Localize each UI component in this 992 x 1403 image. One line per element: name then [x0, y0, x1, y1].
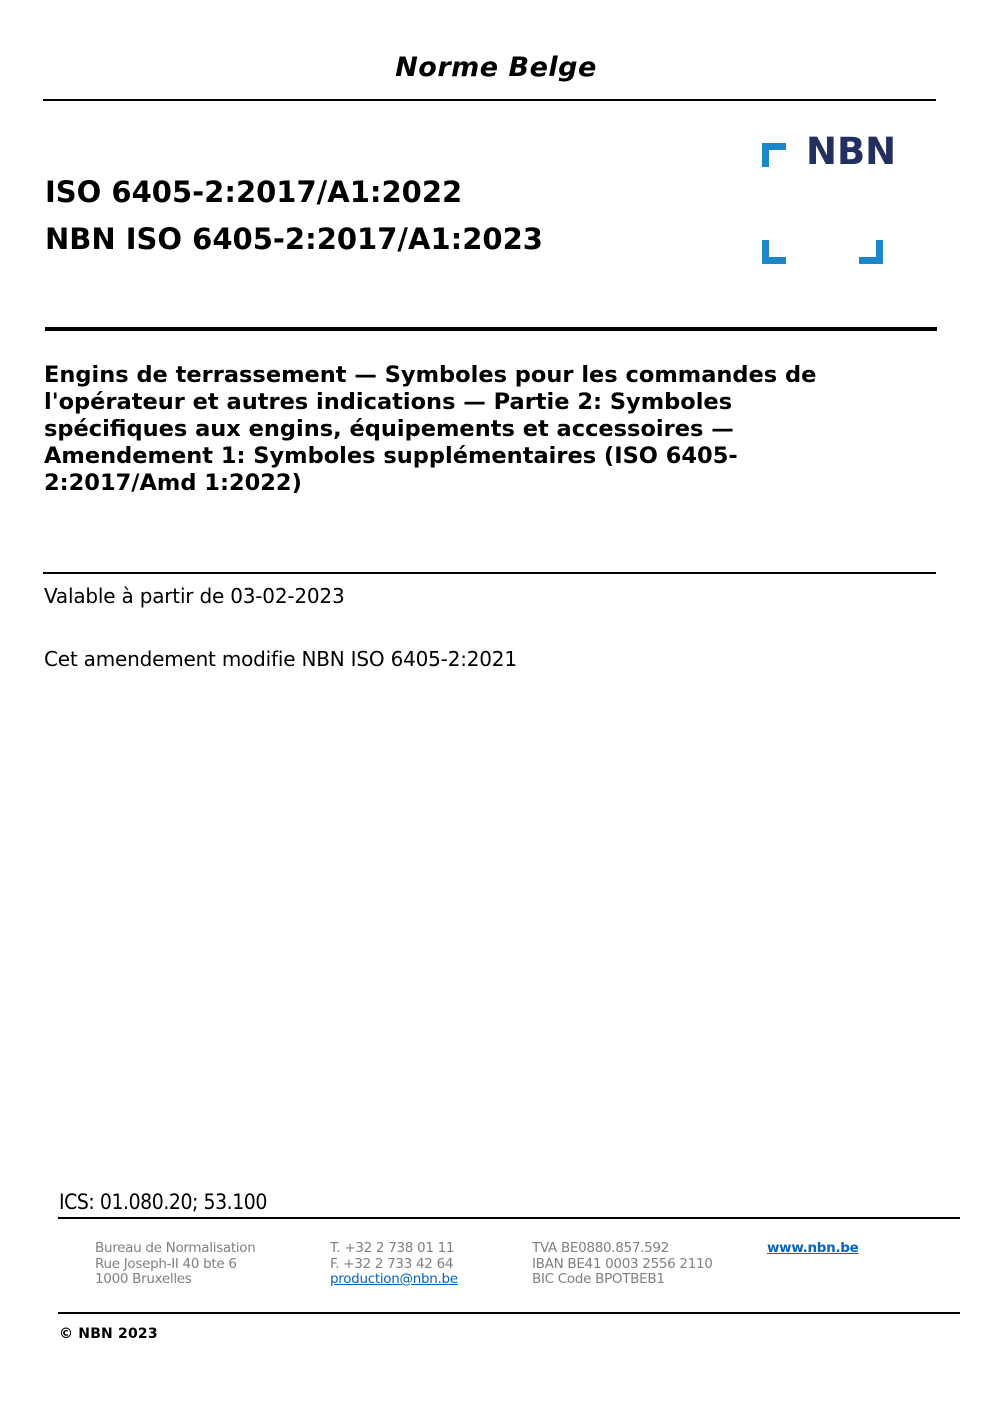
ics-codes: ICS: 01.080.20; 53.100	[59, 1190, 267, 1214]
title-divider	[45, 327, 937, 331]
standard-code-iso: ISO 6405-2:2017/A1:2022	[45, 175, 463, 209]
footer-street: Rue Joseph-II 40 bte 6	[95, 1255, 237, 1272]
footer-website-link[interactable]: www.nbn.be	[767, 1240, 859, 1256]
copyright-notice: © NBN 2023	[59, 1326, 158, 1342]
footer-address-block	[95, 1241, 256, 1288]
copyright-divider	[58, 1312, 960, 1314]
footer-bic: BIC Code BPOTBEB1	[532, 1271, 665, 1287]
nbn-logo-corner-bottomright-icon	[859, 240, 883, 264]
page-title: Norme Belge	[395, 52, 597, 83]
standard-code-nbn: NBN ISO 6405-2:2017/A1:2023	[45, 222, 543, 256]
footer-web-block	[767, 1241, 859, 1257]
nbn-logo: NBN	[806, 130, 897, 173]
header-divider	[43, 99, 936, 101]
document-title: Engins de terrassement — Symboles pour les commandes de l'opérateur et autres indications — Partie 2: Symboles spécifiques aux engins, équipements et accessoires — Amendement 1: Symboles supplémentaires (ISO 6405-2:2017/Amd 1:2022)	[44, 362, 817, 496]
footer-contact-block	[330, 1241, 458, 1288]
footer-fax: F. +32 2 733 42 64	[330, 1255, 454, 1272]
nbn-logo-corner-topleft-icon	[762, 143, 786, 167]
footer-tva: TVA BE0880.857.592	[532, 1240, 670, 1256]
validity-date: Valable à partir de 03-02-2023	[44, 584, 345, 608]
amendment-note: Cet amendement modifie NBN ISO 6405-2:2021	[44, 647, 517, 671]
footer-email-link[interactable]: production@nbn.be	[330, 1271, 458, 1287]
footer-city: 1000 Bruxelles	[95, 1271, 192, 1287]
footer-org-name: Bureau de Normalisation	[95, 1240, 256, 1256]
footer	[0, 1241, 992, 1291]
footer-divider	[58, 1217, 960, 1219]
footer-iban: IBAN BE41 0003 2556 2110	[532, 1255, 713, 1272]
footer-phone: T. +32 2 738 01 11	[330, 1240, 455, 1256]
nbn-logo-corner-bottomleft-icon	[762, 240, 786, 264]
validity-divider	[43, 572, 936, 574]
footer-banking-block	[532, 1241, 713, 1288]
